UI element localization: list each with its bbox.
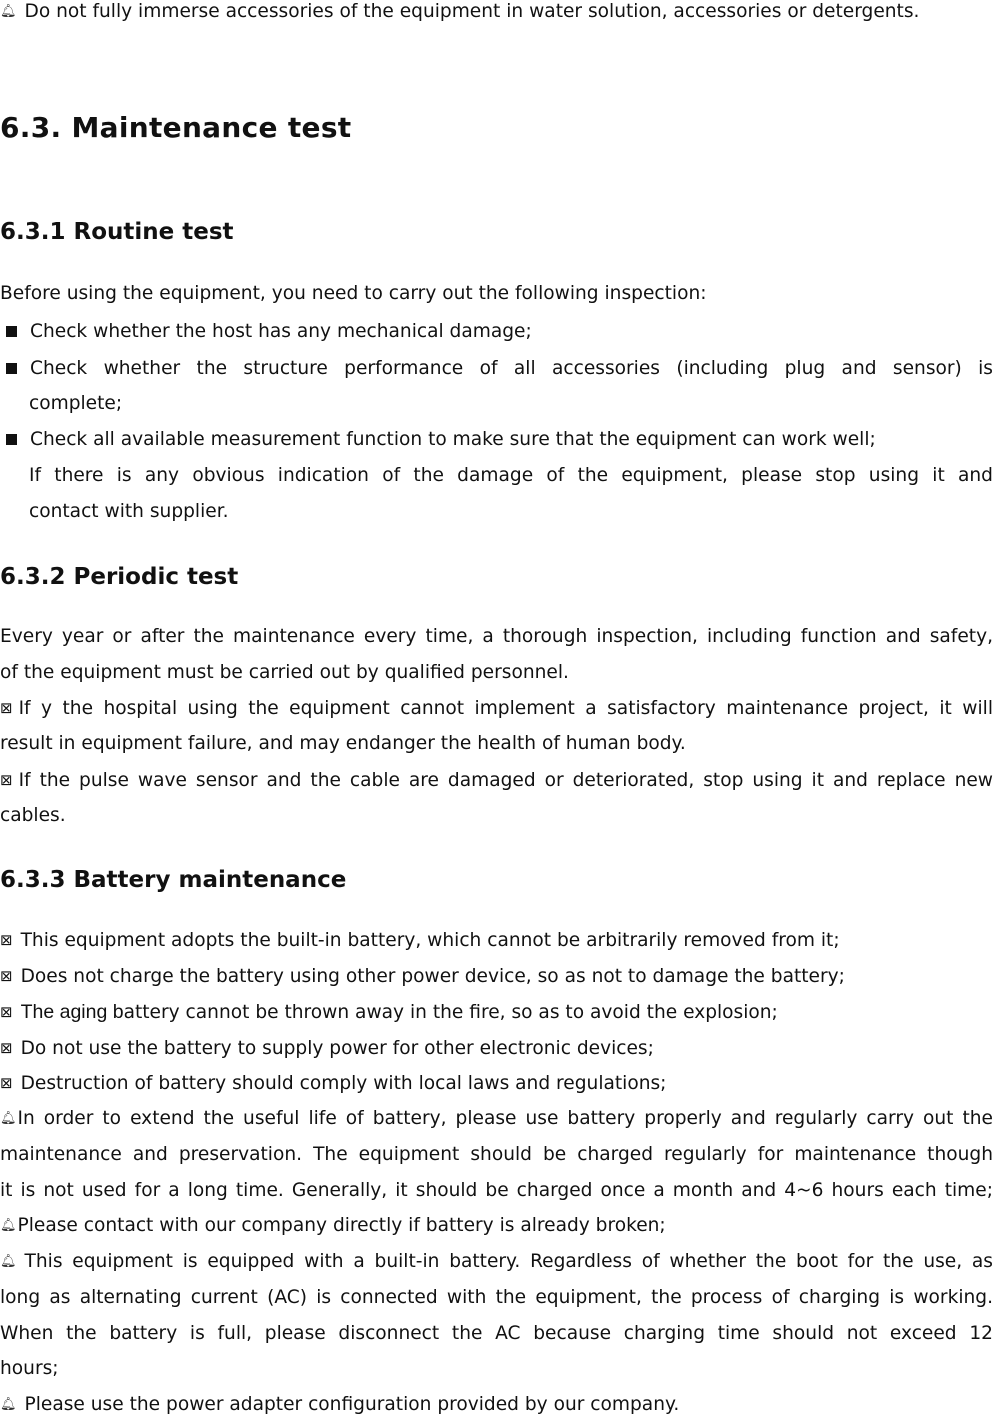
intro-note bbox=[0, 0, 993, 30]
routine-intro: Before using the equipment, you need to carry out the following inspection: bbox=[0, 283, 707, 304]
bell-icon: 🔔︎ bbox=[0, 4, 17, 19]
x-box-icon: ⊠ bbox=[0, 699, 13, 717]
x-box-icon: ⊠ bbox=[0, 1074, 13, 1092]
square-bullet-icon bbox=[6, 363, 17, 374]
battery-text: hours; bbox=[0, 1358, 59, 1379]
routine-test-heading: 6.3.1 Routine test bbox=[0, 219, 234, 245]
battery-note: 🔔︎ This equipment is equipped with a built-in battery. Regardless of whether the boot for the use, as bbox=[0, 1244, 993, 1280]
bell-icon: 🔔︎ bbox=[0, 1111, 17, 1126]
periodic-warning: ⊠ If y the hospital using the equipment cannot implement a satisfactory maintenance project, it will bbox=[0, 690, 993, 727]
bell-icon: 🔔︎ bbox=[0, 1254, 17, 1269]
battery-warning: ⊠ Do not use the battery to supply power for other electronic devices; bbox=[0, 1030, 993, 1067]
battery-warning: ⊠ The aging battery cannot be thrown away in the fire, so as to avoid the explosion; bbox=[0, 994, 993, 1031]
periodic-test-heading: 6.3.2 Periodic test bbox=[0, 564, 239, 590]
battery-warning: ⊠ This equipment adopts the built-in battery, which cannot be arbitrarily removed from it; bbox=[0, 922, 993, 959]
battery-text: it is not used for a long time. Generally, it should be charged once a month and 4~6 hours each time; bbox=[0, 1180, 993, 1201]
periodic-text: Every year or after the maintenance every time, a thorough inspection, including function and safety, bbox=[0, 626, 993, 647]
bell-icon: 🔔︎ bbox=[0, 1397, 17, 1412]
battery-warning: ⊠ Destruction of battery should comply with local laws and regulations; bbox=[0, 1065, 993, 1102]
battery-text: When the battery is full, please disconnect the AC because charging time should not exceed 12 bbox=[0, 1323, 993, 1344]
square-bullet-icon bbox=[6, 434, 17, 445]
x-box-icon: ⊠ bbox=[0, 1039, 13, 1057]
battery-text: long as alternating current (AC) is connected with the equipment, the process of charging is working. bbox=[0, 1287, 993, 1308]
x-box-icon: ⊠ bbox=[0, 1003, 13, 1021]
section-title: 6.3. Maintenance test bbox=[0, 111, 352, 144]
battery-note: 🔔︎In order to extend the useful life of battery, please use battery properly and regularly carry out the bbox=[0, 1101, 993, 1137]
routine-note-continuation: contact with supplier. bbox=[29, 501, 229, 522]
periodic-text: result in equipment failure, and may endanger the health of human body. bbox=[0, 733, 686, 754]
routine-item: Check whether the host has any mechanical damage; bbox=[0, 314, 993, 350]
battery-note: 🔔︎ Please use the power adapter configuration provided by our company. bbox=[0, 1387, 993, 1423]
periodic-text: cables. bbox=[0, 805, 66, 826]
square-bullet-icon bbox=[6, 326, 17, 337]
routine-item: Check all available measurement function to make sure that the equipment can work well; bbox=[0, 422, 993, 458]
routine-item-continuation: complete; bbox=[29, 393, 123, 414]
bell-icon: 🔔︎ bbox=[0, 1218, 17, 1233]
routine-item: Check whether the structure performance of all accessories (including plug and sensor) is bbox=[0, 351, 993, 387]
battery-warning: ⊠ Does not charge the battery using other power device, so as not to damage the battery; bbox=[0, 958, 993, 995]
battery-heading: 6.3.3 Battery maintenance bbox=[0, 867, 347, 893]
x-box-icon: ⊠ bbox=[0, 931, 13, 949]
intro-note-text: Do not fully immerse accessories of the equipment in water solution, accessories or detergents. bbox=[24, 1, 920, 22]
battery-note: 🔔︎Please contact with our company directly if battery is already broken; bbox=[0, 1208, 993, 1244]
x-box-icon: ⊠ bbox=[0, 771, 13, 789]
x-box-icon: ⊠ bbox=[0, 967, 13, 985]
periodic-text: of the equipment must be carried out by qualified personnel. bbox=[0, 662, 569, 683]
routine-note: If there is any obvious indication of the damage of the equipment, please stop using it and bbox=[29, 465, 993, 486]
battery-text: maintenance and preservation. The equipment should be charged regularly for maintenance though bbox=[0, 1144, 993, 1165]
periodic-warning: ⊠ If the pulse wave sensor and the cable are damaged or deteriorated, stop using it and replace new bbox=[0, 762, 993, 799]
